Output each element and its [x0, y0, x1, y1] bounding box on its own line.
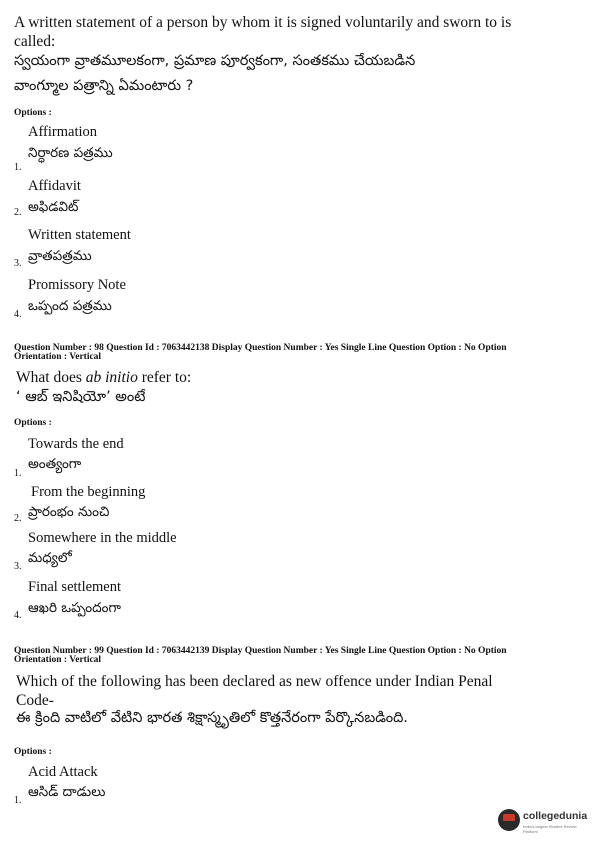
option-text-te: ఒప్పంద పత్రము: [28, 298, 112, 314]
graduation-cap-icon: [498, 809, 520, 831]
logo-name: collegedunia: [523, 810, 588, 822]
option-text-en: Affidavit: [28, 178, 81, 194]
option-text-te: వ్రాతపత్రము: [28, 248, 92, 264]
option-text-en: Acid Attack: [28, 764, 98, 780]
question-text-en: Which of the following has been declared as new offence under Indian Penal: [16, 673, 493, 690]
question-text-te: ‘ ఆబ్ ఇనిషియో’ అంటే: [16, 389, 146, 405]
question-text-en: called:: [14, 33, 56, 50]
question-meta: Orientation : Vertical: [14, 352, 102, 362]
option-text-te: అఫిడవిట్: [28, 199, 79, 215]
question-text-te: ఈ క్రింది వాటిలో వేటిని భారత శిక్షాస్మృతిలో కొత్తనేరంగా పేర్కొనబడింది.: [16, 710, 408, 726]
option-number: 2.: [14, 513, 22, 524]
option-text-te: ఆసిడ్ దాడులు: [28, 784, 106, 800]
options-label: Options :: [14, 108, 52, 118]
question-text-te: స్వయంగా వ్రాతమూలకంగా, ప్రమాణ పూర్వకంగా, సంతకము చేయబడిన: [14, 53, 416, 69]
option-text-te: ఆఖరి ఒప్పందంగా: [28, 600, 121, 616]
option-number: 1.: [14, 468, 22, 479]
question-meta: Orientation : Vertical: [14, 655, 102, 665]
option-number: 3.: [14, 561, 22, 572]
option-text-en: Promissory Note: [28, 277, 126, 293]
option-text-en: Affirmation: [28, 124, 97, 140]
option-text-te: ప్రారంభం నుంచి: [28, 504, 110, 520]
collegedunia-logo: [498, 806, 592, 836]
option-text-en: Written statement: [28, 227, 131, 243]
option-text-en: Towards the end: [28, 436, 124, 452]
question-meta: Question Number : 98 Question Id : 7063442138 Display Question Number : Yes Single Line Question Option : No Option: [14, 343, 507, 353]
option-number: 1.: [14, 162, 22, 173]
question-text-en: Code-: [16, 692, 54, 709]
latin-term: ab initio: [85, 369, 138, 386]
option-number: 1.: [14, 795, 22, 806]
option-number: 3.: [14, 258, 22, 269]
options-label: Options :: [14, 747, 52, 757]
question-text-en: A written statement of a person by whom it is signed voluntarily and sworn to is: [14, 14, 512, 31]
option-text-te: అంత్యంగా: [28, 456, 82, 472]
option-number: 4.: [14, 610, 22, 621]
option-text-en: From the beginning: [31, 484, 146, 500]
option-text-en: Final settlement: [28, 579, 122, 595]
option-text-te: మధ్యలో: [28, 550, 72, 566]
question-meta: Question Number : 99 Question Id : 7063442139 Display Question Number : Yes Single Line Question Option : No Option: [14, 646, 507, 656]
option-number: 4.: [14, 309, 22, 320]
question-text-en: What does ab initio refer to:: [16, 369, 192, 386]
options-label: Options :: [14, 418, 52, 428]
option-text-te: నిర్ధారణ పత్రము: [28, 145, 113, 161]
option-text-en: Somewhere in the middle: [28, 530, 177, 546]
logo-tagline: India's largest Student Review Platform: [523, 824, 577, 834]
option-number: 2.: [14, 207, 22, 218]
question-text-te: వాంగ్మూల పత్రాన్ని ఏమంటారు ?: [14, 78, 194, 94]
